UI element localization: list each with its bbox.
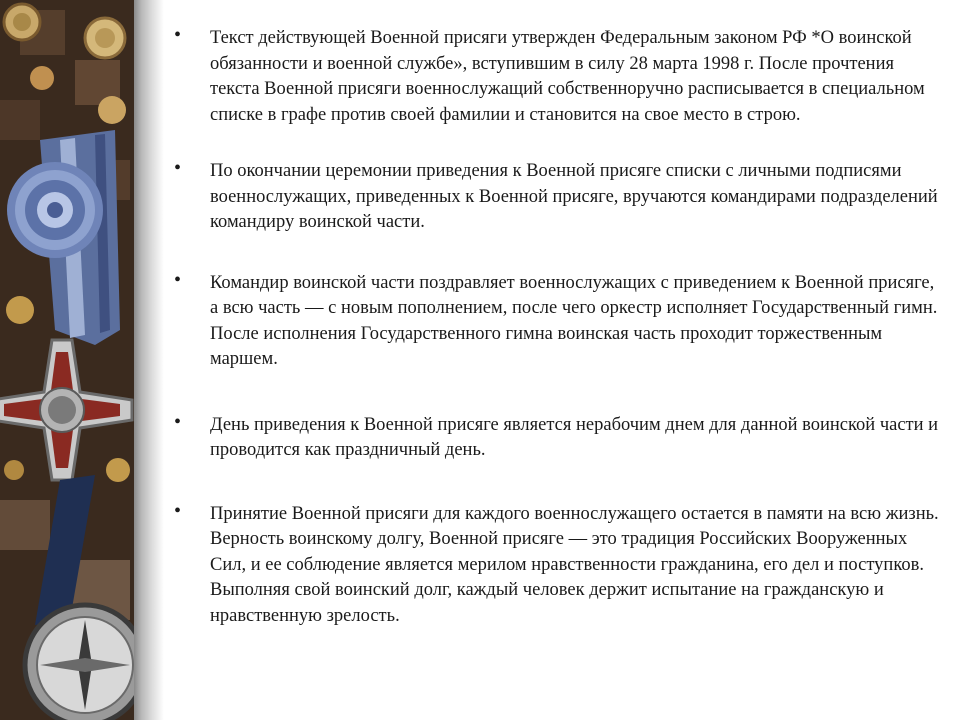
bullet-text-2: По окончании церемонии приведения к Военной присяге списки с личными подписями военнослужащих, приведенных к Военной присяге, вручаются командирами подразделений командиру воинской части. (210, 161, 938, 232)
bullet-text-5: Принятие Военной присяги для каждого военнослужащего остается в памяти на всю жизнь. Верность воинскому долгу, Военной присяге — это традиция Российских Вооруженных Сил, и ее соблюдение является мерилом нравственности гражданина, его дел и поступков. Выполняя свой воинский долг, каждый человек держит испытание на гражданскую и нравственную зрелость. (210, 503, 939, 626)
bullet-icon: • (174, 157, 182, 179)
bullet-text-3: Командир воинской части поздравляет военнослужащих с приведением к Военной присяге, а всю часть — с новым пополнением, после чего оркестр исполняет Государственный гимн. После исполнения Государственного гимна воинская часть проходит торжественным маршем. (210, 272, 938, 369)
bullet-item-5 (170, 499, 945, 630)
bullet-text-4: День приведения к Военной присяге является нерабочим днем для данной воинской части и проводится как праздничный день. (210, 414, 939, 460)
bullet-icon: • (174, 499, 182, 522)
bullet-item-3 (170, 268, 945, 373)
bullet-icon: • (174, 410, 182, 433)
medal-collage-image (0, 0, 134, 720)
bullet-item-1 (170, 26, 945, 128)
bullet-icon: • (174, 268, 182, 291)
bullet-item-4 (170, 410, 945, 464)
bullet-text-1: Текст действующей Военной присяги утвержден Федеральным законом РФ *О воинской обязанности и военной службе», вступившим в силу 28 марта 1998 г. После прочтения текста Военной присяги военнослужащий собственноручно расписывается в специальном списке в графе против своей фамилии и становится на свое место в строю. (210, 28, 925, 125)
decorative-sidebar (0, 0, 134, 720)
bullet-icon: • (174, 24, 182, 46)
slide-body (170, 26, 945, 629)
bullet-item-2 (170, 159, 945, 236)
sidebar-shadow (134, 0, 164, 720)
